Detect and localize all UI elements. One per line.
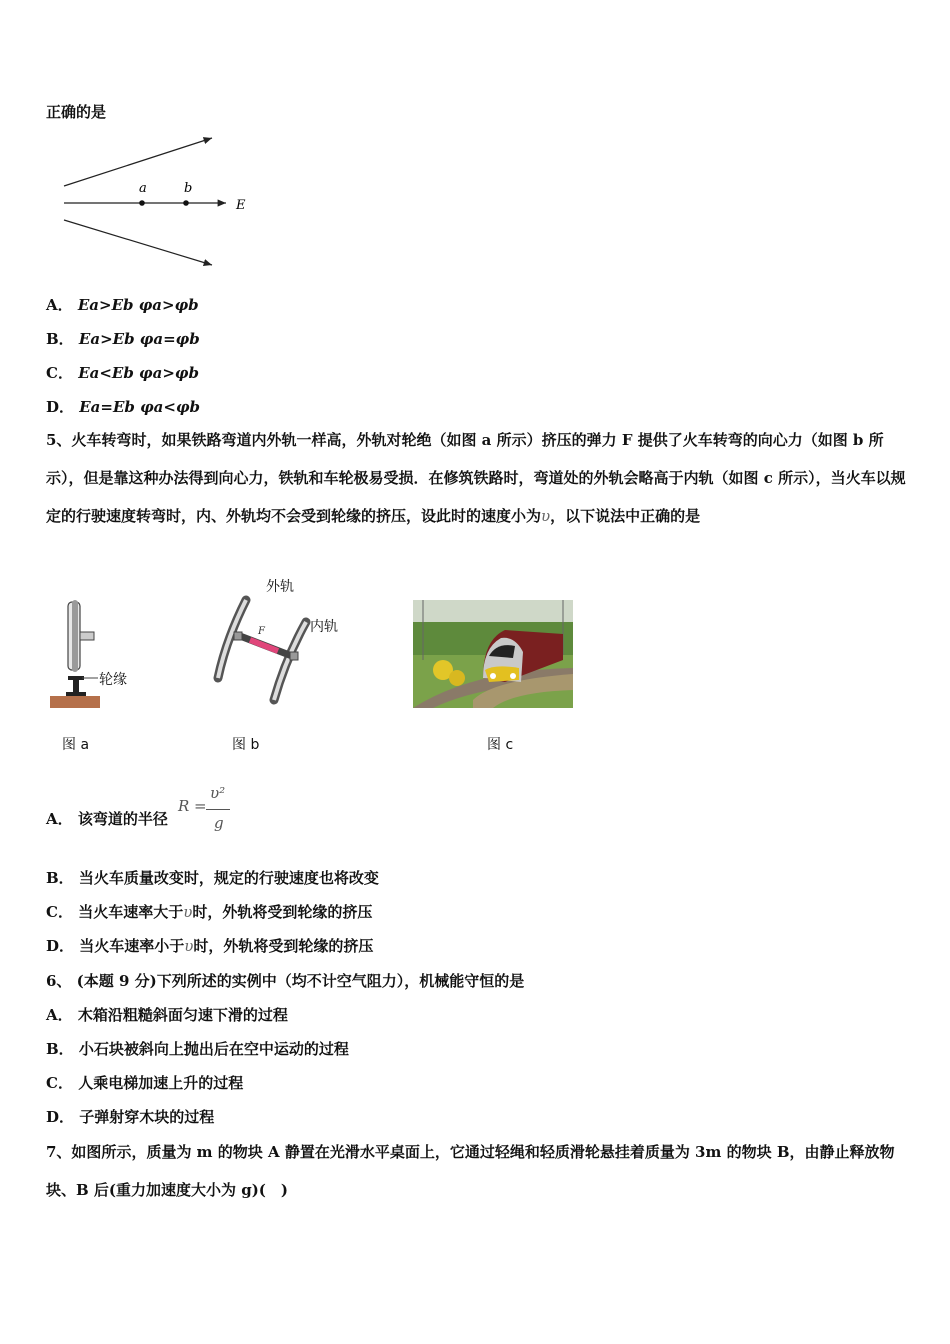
velocity-symbol: υ [541, 507, 551, 525]
q4-stem-tail: 正确的是 [46, 103, 107, 121]
q6-stem: 6、 (本题 9 分)下列所述的实例中（均不计空气阻力），机械能守恒的是 [46, 972, 525, 990]
point-b-label: b [184, 181, 193, 196]
electric-field-figure [56, 130, 266, 275]
q4-option-a-text: Ea>Eb φa>φb [77, 296, 199, 314]
q5-option-d[interactable]: D． 当火车速率小于υ时，外轨将受到轮缘的挤压 [46, 937, 374, 955]
q7-stem: 7、如图所示，质量为 m 的物块 A 静置在光滑水平桌面上，它通过轻绳和轻质滑轮悬挂着质量为 3m 的物块 B，由静止释放物块、B 后(重力加速度大小为 g)( ) [46, 1143, 895, 1199]
point-a-label: a [139, 181, 147, 196]
q4-option-a[interactable]: A． Ea>Eb φa>φb [46, 296, 199, 314]
field-line-lower [64, 220, 212, 265]
q5-option-a[interactable]: A． 该弯道的半径 [46, 810, 168, 828]
fig-b-force-label: F [258, 626, 265, 637]
q4-option-b[interactable]: B． Ea>Eb φa=φb [46, 330, 200, 348]
figure-c-train-photo [413, 600, 573, 708]
caption-fig-b: 图 b [232, 737, 260, 753]
q5-option-b[interactable]: B． 当火车质量改变时，规定的行驶速度也将改变 [46, 869, 379, 887]
caption-fig-a: 图 a [62, 737, 90, 753]
q6-option-a[interactable]: A． 木箱沿粗糙斜面匀速下滑的过程 [46, 1006, 288, 1024]
q6-option-b[interactable]: B． 小石块被斜向上抛出后在空中运动的过程 [46, 1040, 349, 1058]
q4-option-c-text: Ea<Eb φa>φb [78, 364, 199, 382]
q4-option-d-text: Ea=Eb φa<φb [79, 398, 201, 416]
q5-stem: 5、火车转弯时，如果铁路弯道内外轨一样高，外轨对轮绝（如图 a 所示）挤压的弹力 F 提供了火车转弯的向心力（如图 b 所示），但是靠这种办法得到向心力，铁轨和车轮极易受损．在修筑铁路时，弯道处的外轨会略高于内轨（如图 c 所示），当火车以规定的行驶速度转弯时，内、外轨均不会受到轮缘的挤压，设此时的速度小为υ，以下说法中正确的是 [46, 431, 906, 525]
field-E-label: E [236, 198, 246, 213]
figure-b-rails [206, 592, 326, 712]
q4-option-b-text: Ea>Eb φa=φb [78, 330, 200, 348]
caption-fig-c: 图 c [487, 737, 514, 753]
fig-b-outer-rail-label: 外轨 [266, 579, 294, 595]
q4-option-c[interactable]: C． Ea<Eb φa>φb [46, 364, 199, 382]
figure-a-wheel [46, 598, 146, 713]
point-b-dot [183, 200, 189, 206]
q4-option-d[interactable]: D． Ea=Eb φa<φb [46, 398, 201, 416]
fig-b-inner-rail-label: 内轨 [310, 619, 338, 635]
q5-option-a-text: 该弯道的半径 [77, 810, 168, 828]
fig-a-flange-label: 轮缘 [99, 672, 127, 688]
q6-option-c[interactable]: C． 人乘电梯加速上升的过程 [46, 1074, 244, 1092]
field-line-upper [64, 138, 212, 186]
q5-option-c[interactable]: C． 当火车速率大于υ时，外轨将受到轮缘的挤压 [46, 903, 373, 921]
point-a-dot [139, 200, 145, 206]
q6-option-d[interactable]: D． 子弹射穿木块的过程 [46, 1108, 215, 1126]
